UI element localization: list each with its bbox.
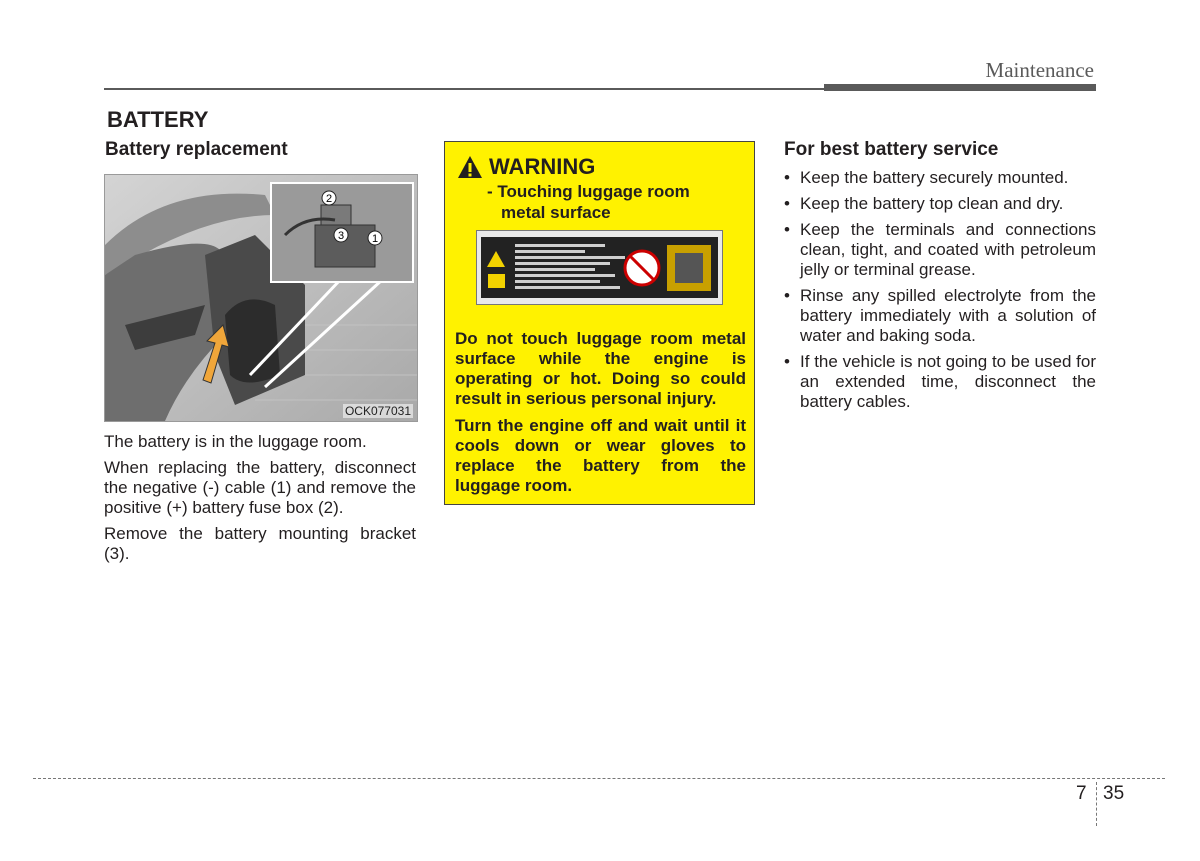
footer-divider (33, 778, 1165, 779)
callout-2 (321, 190, 337, 211)
warning-box (444, 141, 755, 505)
warning-triangle-icon (457, 155, 483, 179)
warning-label-image (476, 230, 723, 305)
list-item-text: Rinse any spilled electrolyte from the battery immediately with a solution of water and baking soda. (800, 286, 1096, 345)
warning-paragraph: Do not touch luggage room metal surface while the engine is operating or hot. Doing so could result in serious personal injury. (455, 329, 746, 408)
battery-service-list (784, 168, 1096, 418)
list-item: • Keep the battery securely mounted. (784, 168, 1096, 188)
svg-text:2: 2 (325, 193, 333, 205)
battery-replacement-text (104, 432, 416, 570)
warning-body (455, 329, 746, 503)
photo-code: OCK077031 (344, 404, 411, 418)
list-item-text: Keep the battery securely mounted. (800, 168, 1069, 187)
running-header: Maintenance (985, 58, 1094, 82)
list-item: • If the vehicle is not going to be used for an extended time, disconnect the battery cables. (784, 352, 1096, 411)
warning-title: WARNING (489, 154, 596, 179)
warning-subtitle-line: - Touching luggage room (487, 182, 690, 201)
list-item: • Rinse any spilled electrolyte from the battery immediately with a solution of water and baking soda. (784, 286, 1096, 345)
page-number: 35 (1103, 783, 1125, 804)
warning-subtitle (487, 181, 690, 223)
paragraph: When replacing the battery, disconnect the negative (-) cable (1) and remove the positive (+) battery fuse box (2). (104, 458, 416, 517)
luggage-room-photo (104, 174, 418, 422)
callout-1 (367, 230, 383, 251)
svg-text:3: 3 (337, 230, 345, 242)
warning-header (457, 154, 595, 180)
header-rule-accent (824, 84, 1096, 91)
svg-text:1: 1 (371, 233, 379, 245)
chapter-number: 7 (1076, 783, 1087, 804)
paragraph: Remove the battery mounting bracket (3). (104, 524, 416, 563)
section-title: BATTERY (107, 107, 209, 132)
list-item: • Keep the battery top clean and dry. (784, 194, 1096, 214)
battery-replacement-heading: Battery replacement (105, 139, 288, 160)
list-item: • Keep the terminals and connections clean, tight, and coated with petroleum jelly or terminal grease. (784, 220, 1096, 279)
warning-subtitle-line: metal surface (501, 203, 611, 222)
list-item-text: Keep the battery top clean and dry. (800, 194, 1064, 213)
warning-paragraph: Turn the engine off and wait until it cools down or wear gloves to replace the battery from the luggage room. (455, 416, 746, 495)
best-battery-service-heading: For best battery service (784, 139, 999, 160)
list-item-text: Keep the terminals and connections clean, tight, and coated with petroleum jelly or terminal grease. (800, 220, 1096, 279)
callout-3 (333, 227, 349, 248)
list-item-text: If the vehicle is not going to be used for an extended time, disconnect the battery cables. (800, 352, 1096, 411)
paragraph: The battery is in the luggage room. (104, 432, 367, 451)
footer-page-divider (1096, 782, 1097, 826)
